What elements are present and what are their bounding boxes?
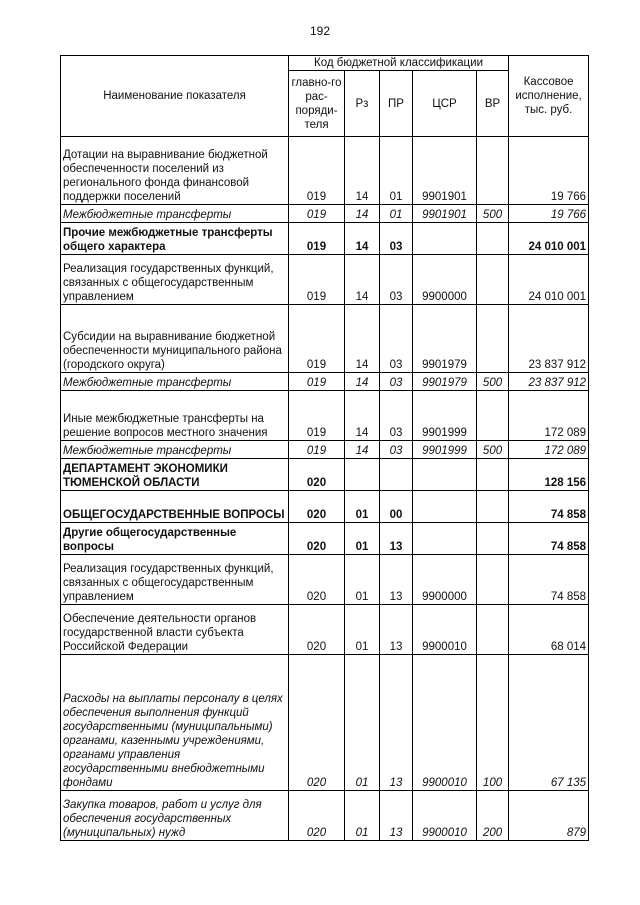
cell-name: ОБЩЕГОСУДАРСТВЕННЫЕ ВОПРОСЫ xyxy=(61,491,289,523)
cell-pr: 13 xyxy=(380,605,413,655)
cell-vr: 500 xyxy=(477,205,509,223)
cell-glav: 019 xyxy=(289,305,345,373)
cell-glav: 019 xyxy=(289,441,345,459)
cell-amount: 879 xyxy=(509,791,589,841)
cell-name: Межбюджетные трансферты xyxy=(61,441,289,459)
cell-vr: 100 xyxy=(477,655,509,791)
cell-rz: 14 xyxy=(345,137,380,205)
cell-amount: 68 014 xyxy=(509,605,589,655)
cell-rz: 01 xyxy=(345,791,380,841)
cell-glav: 020 xyxy=(289,605,345,655)
cell-name: Другие общегосударственные вопросы xyxy=(61,523,289,555)
table-row xyxy=(61,137,589,205)
table-row xyxy=(61,555,589,605)
table-row xyxy=(61,459,589,491)
cell-amount: 74 858 xyxy=(509,491,589,523)
cell-name: ДЕПАРТАМЕНТ ЭКОНОМИКИ ТЮМЕНСКОЙ ОБЛАСТИ xyxy=(61,459,289,491)
cell-csr: 9900010 xyxy=(413,655,477,791)
cell-csr xyxy=(413,459,477,491)
table-row xyxy=(61,373,589,391)
cell-glav: 020 xyxy=(289,655,345,791)
cell-pr: 03 xyxy=(380,391,413,441)
cell-pr: 03 xyxy=(380,223,413,255)
cell-csr: 9901999 xyxy=(413,441,477,459)
cell-glav: 019 xyxy=(289,205,345,223)
cell-name: Прочие межбюджетные трансферты общего характера xyxy=(61,223,289,255)
cell-amount: 172 089 xyxy=(509,441,589,459)
cell-glav: 020 xyxy=(289,791,345,841)
cell-csr: 9901901 xyxy=(413,137,477,205)
table-row xyxy=(61,605,589,655)
cell-vr xyxy=(477,305,509,373)
table-row xyxy=(61,655,589,791)
cell-csr xyxy=(413,491,477,523)
cell-name: Реализация государственных функций, связанных с общегосударственным управлением xyxy=(61,255,289,305)
cell-pr: 03 xyxy=(380,441,413,459)
table-row xyxy=(61,441,589,459)
cell-amount: 23 837 912 xyxy=(509,373,589,391)
cell-name: Межбюджетные трансферты xyxy=(61,373,289,391)
table-row xyxy=(61,305,589,373)
cell-name: Иные межбюджетные трансферты на решение вопросов местного значения xyxy=(61,391,289,441)
cell-rz: 01 xyxy=(345,491,380,523)
cell-vr xyxy=(477,523,509,555)
cell-rz: 01 xyxy=(345,523,380,555)
page-number: 192 xyxy=(309,24,331,38)
cell-vr xyxy=(477,555,509,605)
cell-name: Закупка товаров, работ и услуг для обеспечения государственных (муниципальных) нужд xyxy=(61,791,289,841)
cell-glav: 020 xyxy=(289,459,345,491)
cell-glav: 020 xyxy=(289,491,345,523)
cell-amount: 128 156 xyxy=(509,459,589,491)
cell-csr: 9900010 xyxy=(413,791,477,841)
cell-csr: 9901979 xyxy=(413,305,477,373)
cell-amount: 172 089 xyxy=(509,391,589,441)
cell-amount: 19 766 xyxy=(509,205,589,223)
cell-rz: 01 xyxy=(345,555,380,605)
header-rz: Рз xyxy=(345,71,380,137)
cell-name: Расходы на выплаты персоналу в целях обеспечения выполнения функций государственными (муниципальными) органами, казенными учреждениями, органами управления государственными внебюджетными фондами xyxy=(61,655,289,791)
cell-name: Обеспечение деятельности органов государственной власти субъекта Российской Федерации xyxy=(61,605,289,655)
table-body xyxy=(61,137,589,841)
cell-pr: 03 xyxy=(380,305,413,373)
cell-vr: 500 xyxy=(477,441,509,459)
cell-name: Реализация государственных функций, связанных с общегосударственным управлением xyxy=(61,555,289,605)
header-name: Наименование показателя xyxy=(61,56,289,137)
table-row xyxy=(61,791,589,841)
cell-amount: 74 858 xyxy=(509,523,589,555)
cell-rz: 14 xyxy=(345,305,380,373)
cell-rz: 14 xyxy=(345,205,380,223)
cell-pr: 13 xyxy=(380,791,413,841)
cell-csr: 9900000 xyxy=(413,255,477,305)
cell-vr xyxy=(477,605,509,655)
cell-pr: 13 xyxy=(380,555,413,605)
cell-glav: 020 xyxy=(289,523,345,555)
cell-glav: 019 xyxy=(289,391,345,441)
cell-rz: 14 xyxy=(345,255,380,305)
cell-vr xyxy=(477,137,509,205)
cell-amount: 74 858 xyxy=(509,555,589,605)
cell-amount: 23 837 912 xyxy=(509,305,589,373)
cell-rz: 01 xyxy=(345,655,380,791)
cell-vr: 200 xyxy=(477,791,509,841)
table-row xyxy=(61,205,589,223)
cell-name: Субсидии на выравнивание бюджетной обеспеченности муниципального района (городского округа) xyxy=(61,305,289,373)
cell-pr: 01 xyxy=(380,205,413,223)
header-amount: Кассовое исполнение, тыс. руб. xyxy=(509,56,589,137)
cell-rz: 14 xyxy=(345,373,380,391)
cell-glav: 020 xyxy=(289,555,345,605)
cell-csr: 9901901 xyxy=(413,205,477,223)
cell-csr: 9900010 xyxy=(413,605,477,655)
table-row xyxy=(61,491,589,523)
cell-pr xyxy=(380,459,413,491)
cell-csr: 9901979 xyxy=(413,373,477,391)
cell-glav: 019 xyxy=(289,255,345,305)
table-row xyxy=(61,391,589,441)
cell-rz: 14 xyxy=(345,391,380,441)
cell-vr xyxy=(477,491,509,523)
cell-name: Межбюджетные трансферты xyxy=(61,205,289,223)
header-pr: ПР xyxy=(380,71,413,137)
table-row xyxy=(61,523,589,555)
cell-vr xyxy=(477,459,509,491)
cell-glav: 019 xyxy=(289,137,345,205)
cell-pr: 01 xyxy=(380,137,413,205)
cell-rz: 14 xyxy=(345,223,380,255)
cell-amount: 19 766 xyxy=(509,137,589,205)
cell-csr xyxy=(413,523,477,555)
cell-amount: 24 010 001 xyxy=(509,255,589,305)
cell-rz: 01 xyxy=(345,605,380,655)
cell-pr: 13 xyxy=(380,523,413,555)
cell-csr: 9901999 xyxy=(413,391,477,441)
cell-pr: 03 xyxy=(380,255,413,305)
cell-vr: 500 xyxy=(477,373,509,391)
cell-name: Дотации на выравнивание бюджетной обеспеченности поселений из регионального фонда финансовой поддержки поселений xyxy=(61,137,289,205)
cell-pr: 00 xyxy=(380,491,413,523)
cell-csr: 9900000 xyxy=(413,555,477,605)
table-row xyxy=(61,223,589,255)
cell-pr: 13 xyxy=(380,655,413,791)
header-csr: ЦСР xyxy=(413,71,477,137)
cell-vr xyxy=(477,223,509,255)
header-glav: главно-го рас-поряди-теля xyxy=(289,71,345,137)
header-vr: ВР xyxy=(477,71,509,137)
cell-vr xyxy=(477,255,509,305)
cell-csr xyxy=(413,223,477,255)
cell-amount: 67 135 xyxy=(509,655,589,791)
table-row xyxy=(61,255,589,305)
cell-pr: 03 xyxy=(380,373,413,391)
cell-amount: 24 010 001 xyxy=(509,223,589,255)
cell-glav: 019 xyxy=(289,373,345,391)
cell-glav: 019 xyxy=(289,223,345,255)
cell-rz xyxy=(345,459,380,491)
header-code-group: Код бюджетной классификации xyxy=(289,56,509,71)
cell-rz: 14 xyxy=(345,441,380,459)
cell-vr xyxy=(477,391,509,441)
budget-table xyxy=(60,55,589,841)
